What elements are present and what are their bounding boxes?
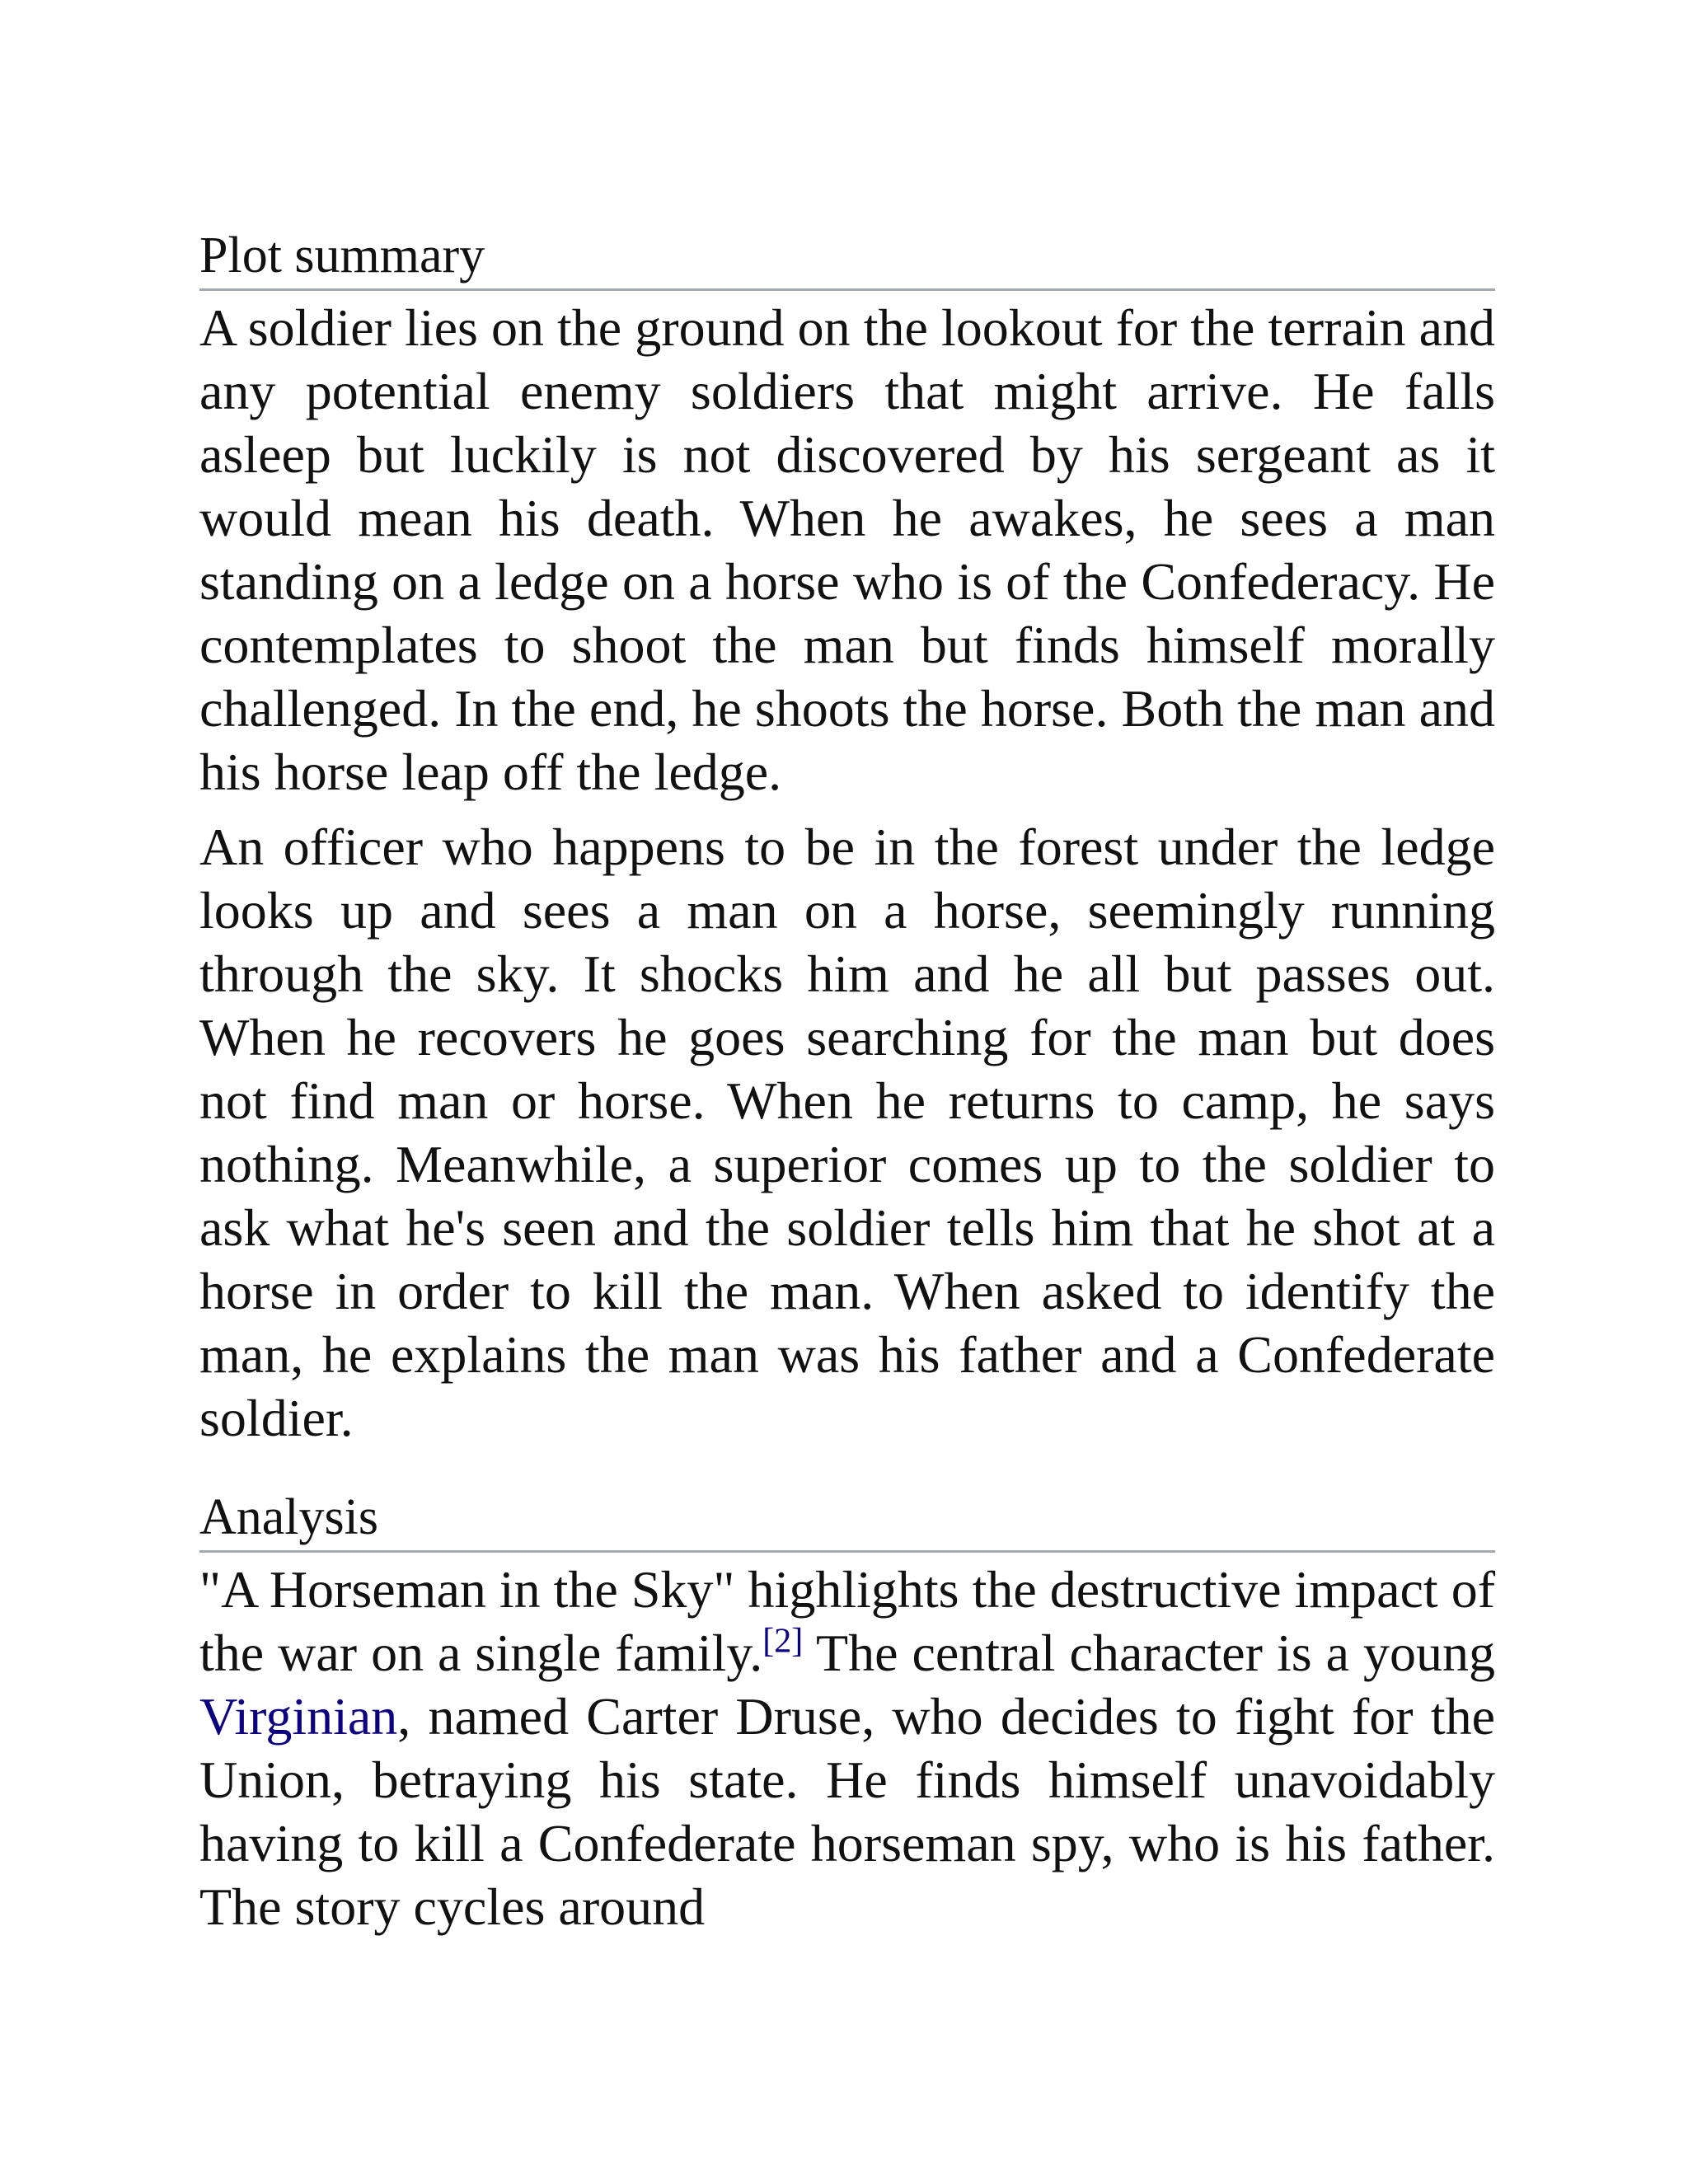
paragraph-text: The central character is a young (803, 1624, 1496, 1682)
reference-link[interactable]: [2] (762, 1622, 804, 1661)
paragraph-text: "A Horseman in the Sky" highlights the destructive impact of the war on a single family. (199, 1560, 1495, 1682)
paragraph: An officer who happens to be in the forest under the ledge looks up and sees a man on a horse, seemingly running through the sky. It shocks him and he all but passes out. When he recovers he goes searching for the man but does not find man or horse. When he returns to camp, he says nothing. Meanwhile, a superior comes up to the soldier to ask what he's seen and the soldier tells him that he shot at a horse in order to kill the man. When asked to identify the man, he explains the man was his father and a Confederate soldier. (199, 818, 1495, 1447)
virginian-link[interactable]: Virginian (199, 1687, 398, 1746)
paragraph-text: , named Carter Druse, who decides to fight for the Union, betraying his state. He finds himself unavoidably having to kill a Confederate horseman spy, who is his father. The story cycles around (199, 1687, 1495, 1936)
article-body (199, 224, 1495, 1938)
section-heading-plot-summary: Plot summary (199, 224, 1495, 291)
section-analysis (199, 1486, 1495, 1938)
paragraph: A soldier lies on the ground on the lookout for the terrain and any potential enemy soldiers that might arrive. He falls asleep but luckily is not discovered by his sergeant as it would mean his death. When he awakes, he sees a man standing on a ledge on a horse who is of the Confederacy. He contemplates to shoot the man but finds himself morally challenged. In the end, he shoots the horse. Both the man and his horse leap off the ledge. (199, 298, 1495, 801)
section-plot-summary (199, 224, 1495, 1450)
paragraph (199, 1558, 1495, 1938)
section-heading-analysis: Analysis (199, 1486, 1495, 1553)
